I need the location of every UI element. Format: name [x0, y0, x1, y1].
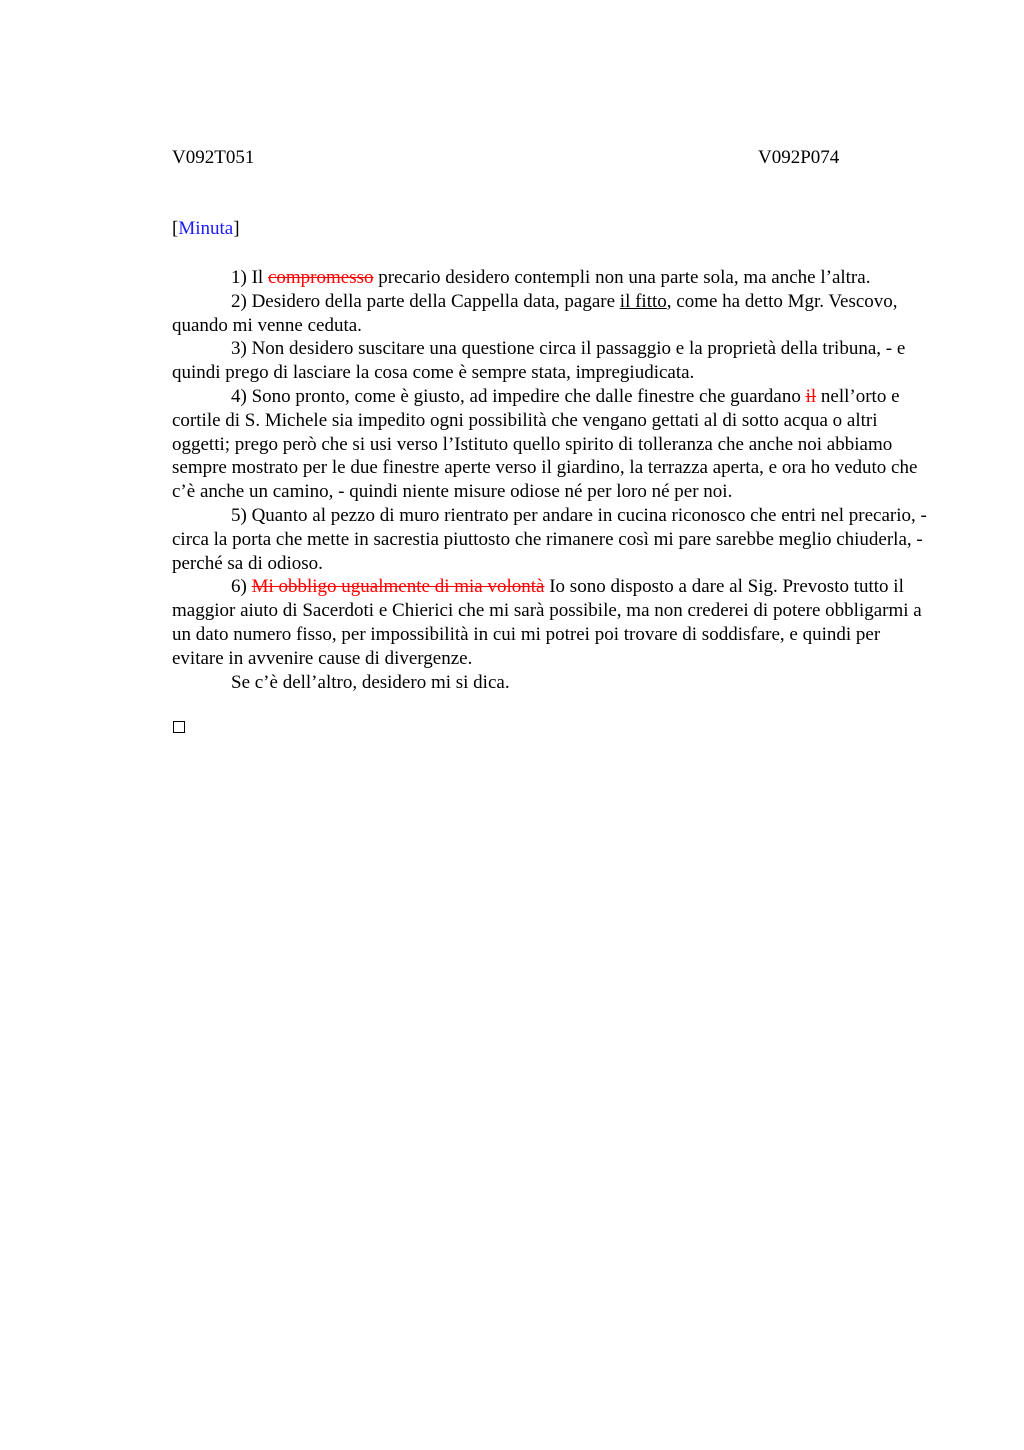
document-code-left: V092T051 — [172, 147, 255, 168]
editorial-tag — [172, 218, 240, 240]
paragraph-4 — [172, 385, 932, 504]
underlined-text: il fitto — [619, 290, 667, 312]
paragraph-text: precario desidero contempli non una parte sola, ma anche l’altra. — [373, 267, 871, 288]
paragraph-text: 5) Quanto al pezzo di muro rientrato per andare in cucina riconosco che entri nel precario, - circa la porta che mette in sacrestia piuttosto che rimanere così mi pare sarebbe meglio chiuderla, - perché sa di odioso. — [172, 504, 927, 574]
deleted-text: compromesso — [267, 267, 374, 288]
tag-open-bracket: [ — [172, 218, 179, 239]
tag-close-bracket: ] — [233, 218, 240, 239]
paragraph-text: nell’orto e cortile di S. Michele sia impedito ogni possibilità che vengano gettati al di sotto acqua o altri oggetti; prego però che si usi verso l’Istituto quello spirito di tolleranza che anche noi abbiamo sempre mostrato per le due finestre aperte verso il giardino, la terrazza aperta, e ora ho veduto che c’è anche un camino, - quindi niente misure odiose né per loro né per noi. — [172, 385, 918, 503]
document-code-right: V092P074 — [758, 147, 840, 168]
paragraph-text: 1) Il — [231, 267, 268, 288]
paragraph-7 — [172, 671, 932, 695]
empty-square-icon — [173, 721, 185, 733]
paragraph-text: Se c’è dell’altro, desidero mi si dica. — [231, 671, 510, 693]
paragraph-text: , come ha detto Mgr. Vescovo, quando mi venne ceduta. — [172, 290, 898, 336]
paragraph-text: 4) Sono pronto, come è giusto, ad impedire che dalle finestre che guardano — [231, 385, 806, 407]
tag-word: Minuta — [178, 218, 234, 239]
paragraph-1 — [172, 266, 932, 290]
paragraph-5 — [172, 504, 932, 575]
paragraph-6 — [172, 575, 932, 670]
paragraph-text: 3) Non desidero suscitare una questione circa il passaggio e la proprietà della tribuna, - e quindi prego di lasciare la cosa come è sempre stata, impregiudicata. — [172, 338, 906, 384]
paragraph-text: Io sono disposto a dare al Sig. Prevosto tutto il maggior aiuto di Sacerdoti e Chierici che mi sarà possibile, ma non crederei di potere obbligarmi a un dato numero fisso, per impossibilità in cui mi potrei poi trovare di soddisfare, e quindi per evitare in avvenire cause di divergenze. — [172, 576, 922, 669]
deleted-text: Mi obbligo ugualmente di mia volontà — [251, 576, 545, 598]
document-body — [172, 266, 932, 694]
paragraph-3 — [172, 337, 932, 385]
paragraph-text: 6) — [231, 576, 252, 598]
paragraph-text: 2) Desidero della parte della Cappella data, pagare — [231, 290, 620, 312]
paragraph-2 — [172, 290, 932, 338]
deleted-text: il — [805, 385, 817, 407]
